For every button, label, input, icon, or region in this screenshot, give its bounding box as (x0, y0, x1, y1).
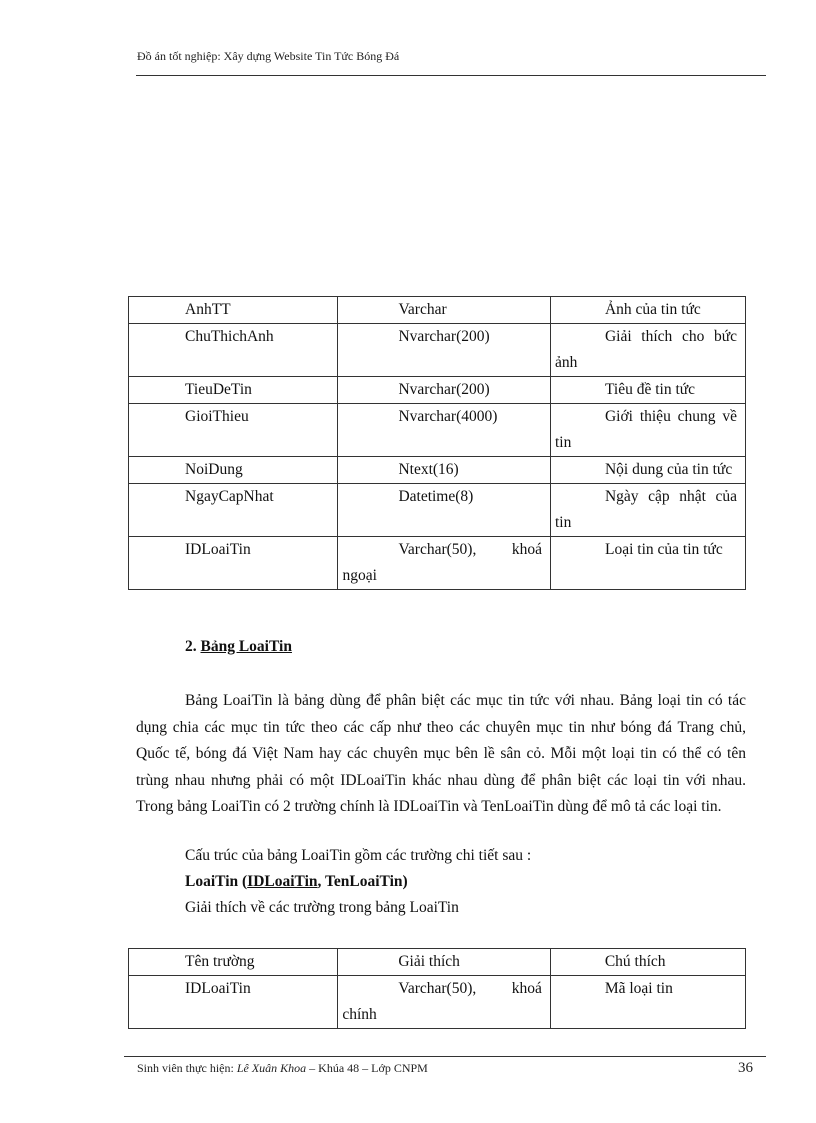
column-header: Chú thích (550, 949, 745, 976)
schema-line (185, 873, 408, 891)
column-header: Giải thích (338, 949, 550, 976)
table-row (129, 404, 746, 457)
table-row (129, 297, 746, 324)
field-note-cell: Mã loại tin (550, 976, 745, 1029)
field-name-cell: GioiThieu (129, 404, 338, 457)
field-type-cell: Nvarchar(4000) (338, 404, 551, 457)
schema-primary-key: IDLoaiTin (247, 873, 318, 890)
table-header-row (129, 949, 746, 976)
body-paragraph: Bảng LoaiTin là bảng dùng để phân biệt các mục tin tức với nhau. Bảng loại tin có tác dụng chia các mục tin tức theo các cấp như theo các chuyên mục tin như bóng đá Trang chủ, Quốc tế, bóng đá Việt Nam hay các chuyên mục bên lề sân cỏ. Mỗi một loại tin có thể có tên trùng nhau nhưng phải có một IDLoaiTin khác nhau dùng để phân biệt các loại tin với nhau. Trong bảng LoaiTin có 2 trường chính là IDLoaiTin và TenLoaiTin dùng để mô tả các loại tin. (136, 692, 746, 815)
page-number: 36 (738, 1060, 753, 1076)
table-row (129, 976, 746, 1029)
field-type-cell: Ntext(16) (338, 457, 551, 484)
page-header-title: Đồ án tốt nghiệp: Xây dựng Website Tin Tức Bóng Đá (137, 49, 400, 63)
field-type-cell: Nvarchar(200) (338, 324, 551, 377)
table-row (129, 377, 746, 404)
field-note-cell: Giới thiệu chung về tin (550, 404, 745, 457)
field-type-cell: Nvarchar(200) (338, 377, 551, 404)
field-name-cell: ChuThichAnh (129, 324, 338, 377)
column-header: Tên trường (129, 949, 338, 976)
header-divider (136, 75, 766, 76)
section-heading (185, 638, 292, 656)
field-name-cell: NoiDung (129, 457, 338, 484)
footer-class: – Khúa 48 – Lớp CNPM (306, 1061, 428, 1075)
table-row (129, 324, 746, 377)
footer-divider (124, 1056, 766, 1057)
field-name-cell: AnhTT (129, 297, 338, 324)
structure-line: Cấu trúc của bảng LoaiTin gồm các trường chi tiết sau : (185, 847, 532, 864)
footer-author: Lê Xuân Khoa (236, 1061, 307, 1075)
footer-label: Sinh viên thực hiện: (137, 1061, 237, 1075)
field-name-cell: TieuDeTin (129, 377, 338, 404)
field-note-cell: Ngày cập nhật của tin (550, 484, 745, 537)
field-type-cell: Varchar(50), khoá chính (338, 976, 550, 1029)
explain-line: Giải thích về các trường trong bảng LoaiTin (185, 899, 459, 916)
field-type-cell: Datetime(8) (338, 484, 551, 537)
section-title: Bảng LoaiTin (200, 638, 292, 655)
field-name-cell: IDLoaiTin (129, 976, 338, 1029)
field-type-cell: Varchar (338, 297, 551, 324)
table-row (129, 537, 746, 590)
field-name-cell: IDLoaiTin (129, 537, 338, 590)
page-footer (137, 1061, 428, 1076)
field-note-cell: Loại tin của tin tức (550, 537, 745, 590)
schema-suffix: , TenLoaiTin) (317, 873, 408, 890)
field-name-cell: NgayCapNhat (129, 484, 338, 537)
section-number: 2. (185, 638, 197, 655)
field-note-cell: Ảnh của tin tức (550, 297, 745, 324)
loaitin-fields-table (128, 948, 746, 1029)
field-type-cell: Varchar(50), khoá ngoại (338, 537, 551, 590)
table-row (129, 457, 746, 484)
schema-prefix: LoaiTin ( (185, 873, 248, 890)
field-note-cell: Tiêu đề tin tức (550, 377, 745, 404)
field-note-cell: Giải thích cho bức ảnh (550, 324, 745, 377)
table-row (129, 484, 746, 537)
fields-table-continued (128, 296, 746, 590)
field-note-cell: Nội dung của tin tức (550, 457, 745, 484)
